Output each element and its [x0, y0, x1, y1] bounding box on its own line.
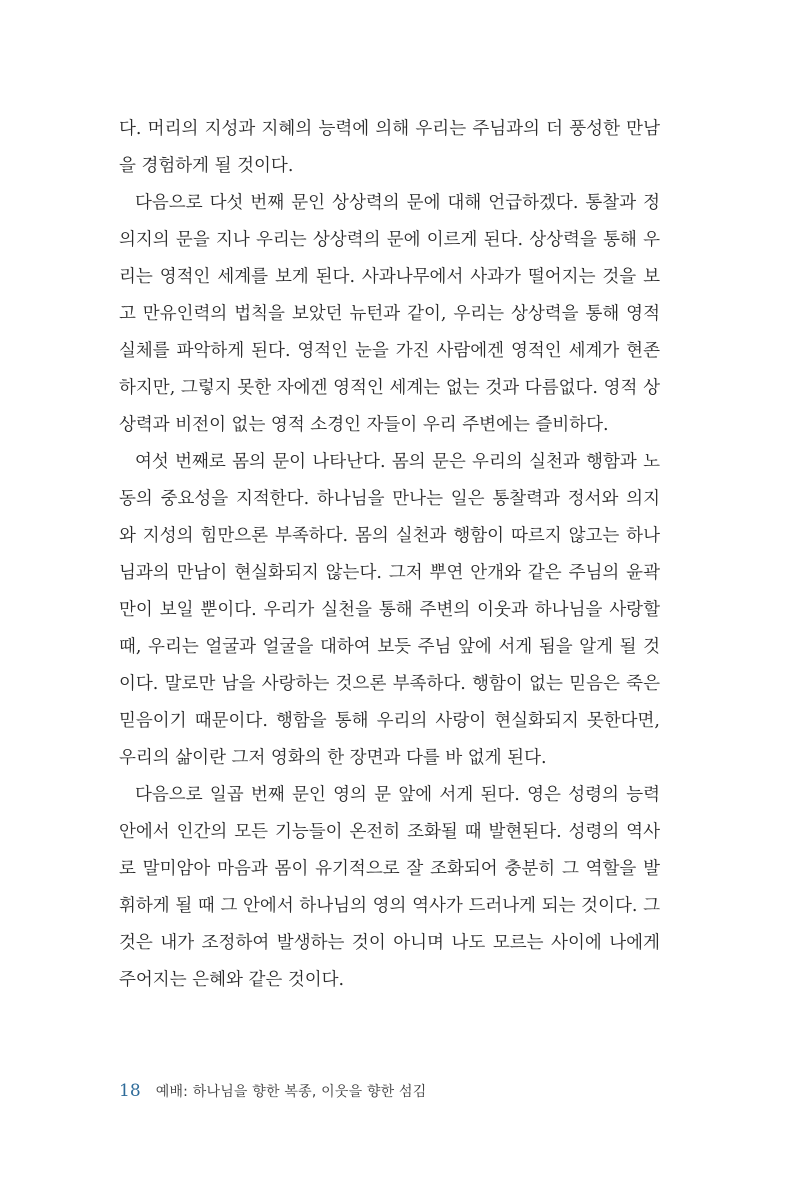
- text-line: 믿음이기 때문이다. 행함을 통해 우리의 사랑이 현실화되지 못한다면,: [119, 711, 660, 731]
- text-line: 의지의 문을 지나 우리는 상상력의 문에 이르게 된다. 상상력을 통해 우: [119, 230, 660, 250]
- text-line: 로 말미암아 마음과 몸이 유기적으로 잘 조화되어 충분히 그 역할을 발: [119, 859, 660, 879]
- text-line: 실체를 파악하게 된다. 영적인 눈을 가진 사람에겐 영적인 세계가 현존: [119, 341, 660, 361]
- running-title: 예배: 하나님을 향한 복종, 이웃을 향한 섬김: [155, 1084, 427, 1100]
- text-line: 상력과 비전이 없는 영적 소경인 자들이 우리 주변에는 즐비하다.: [119, 415, 609, 435]
- text-line: 휘하게 될 때 그 안에서 하나님의 영의 역사가 드러나게 되는 것이다. 그: [119, 896, 660, 916]
- text-line: 만이 보일 뿐이다. 우리가 실천을 통해 주변의 이웃과 하나님을 사랑할: [119, 600, 660, 620]
- text-line: 우리의 삶이란 그저 영화의 한 장면과 다를 바 없게 된다.: [119, 748, 547, 768]
- text-line: 다음으로 일곱 번째 문인 영의 문 앞에 서게 된다. 영은 성령의 능력: [135, 785, 660, 805]
- text-line: 이다. 말로만 남을 사랑하는 것으론 부족하다. 행함이 없는 믿음은 죽은: [119, 674, 660, 694]
- text-line: 와 지성의 힘만으론 부족하다. 몸의 실천과 행함이 따르지 않고는 하나: [119, 526, 660, 546]
- text-line: 다. 머리의 지성과 지혜의 능력에 의해 우리는 주님과의 더 풍성한 만남: [119, 119, 660, 139]
- text-line: 다음으로 다섯 번째 문인 상상력의 문에 대해 언급하겠다. 통찰과 정: [135, 193, 660, 213]
- text-line: 하지만, 그렇지 못한 자에겐 영적인 세계는 없는 것과 다름없다. 영적 상: [119, 378, 660, 398]
- page-number: 18: [119, 1081, 141, 1101]
- text-line: 때, 우리는 얼굴과 얼굴을 대하여 보듯 주님 앞에 서게 됨을 알게 될 것: [119, 637, 660, 657]
- body-text: [119, 111, 660, 999]
- text-line: 동의 중요성을 지적한다. 하나님을 만나는 일은 통찰력과 정서와 의지: [119, 489, 660, 509]
- text-line: 을 경험하게 될 것이다.: [119, 156, 294, 176]
- text-line: 님과의 만남이 현실화되지 않는다. 그저 뿌연 안개와 같은 주님의 윤곽: [119, 563, 660, 583]
- text-line: 주어지는 은혜와 같은 것이다.: [119, 970, 345, 990]
- text-line: 것은 내가 조정하여 발생하는 것이 아니며 나도 모르는 사이에 나에게: [119, 933, 660, 953]
- text-line: 고 만유인력의 법칙을 보았던 뉴턴과 같이, 우리는 상상력을 통해 영적: [119, 304, 660, 324]
- page-footer: [119, 1078, 427, 1104]
- text-line: 여섯 번째로 몸의 문이 나타난다. 몸의 문은 우리의 실천과 행함과 노: [135, 452, 660, 472]
- text-line: 리는 영적인 세계를 보게 된다. 사과나무에서 사과가 떨어지는 것을 보: [119, 267, 660, 287]
- text-line: 안에서 인간의 모든 기능들이 온전히 조화될 때 발현된다. 성령의 역사: [119, 822, 660, 842]
